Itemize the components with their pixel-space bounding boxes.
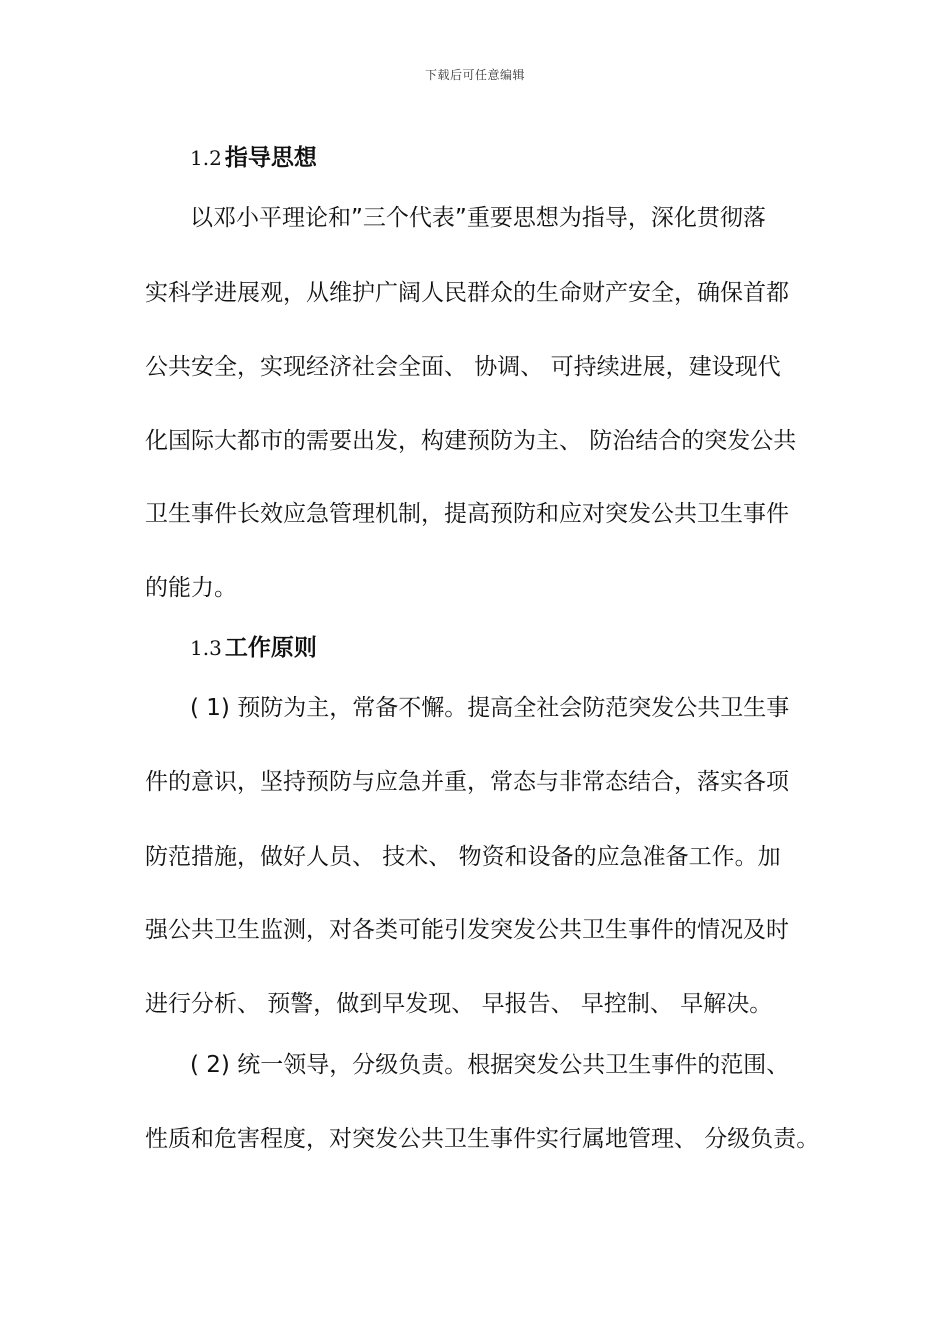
paragraph-line: 的能力。 xyxy=(145,575,237,601)
paragraph-line: ( 1) 预防为主，常备不懈。提高全社会防范突发公共卫生事 xyxy=(190,695,790,721)
paragraph-line: ( 2) 统一领导，分级负责。根据突发公共卫生事件的范围、 xyxy=(190,1052,790,1078)
page-header-note: 下载后可任意编辑 xyxy=(424,68,525,82)
paragraph-line: 性质和危害程度，对突发公共卫生事件实行属地管理、 分级负责。 xyxy=(145,1126,820,1152)
paragraph-line: 防范措施，做好人员、 技术、 物资和设备的应急准备工作。加 xyxy=(145,844,781,870)
paragraph-line: 件的意识，坚持预防与应急并重，常态与非常态结合，落实各项 xyxy=(145,769,789,795)
paragraph-line: 强公共卫生监测，对各类可能引发突发公共卫生事件的情况及时 xyxy=(145,917,789,943)
section-number: 1.2 xyxy=(190,146,222,170)
paragraph-line: 公共安全，实现经济社会全面、 协调、 可持续进展，建设现代 xyxy=(145,354,781,380)
paragraph-line: 卫生事件长效应急管理机制，提高预防和应对突发公共卫生事件 xyxy=(145,501,789,527)
section-number: 1.3 xyxy=(190,636,222,660)
section-title: 指导思想 xyxy=(224,145,317,171)
section-heading-1-3 xyxy=(190,633,317,663)
paragraph-line: 化国际大都市的需要出发，构建预防为主、 防治结合的突发公共 xyxy=(145,428,797,454)
section-title: 工作原则 xyxy=(224,635,317,661)
paragraph-line: 实科学进展观，从维护广阔人民群众的生命财产安全，确保首都 xyxy=(145,280,789,306)
paragraph-line: 进行分析、 预警，做到早发现、 早报告、 早控制、 早解决。 xyxy=(145,991,773,1017)
section-heading-1-2 xyxy=(190,143,317,173)
paragraph-line: 以邓小平理论和”三个代表”重要思想为指导，深化贯彻落 xyxy=(190,205,766,231)
